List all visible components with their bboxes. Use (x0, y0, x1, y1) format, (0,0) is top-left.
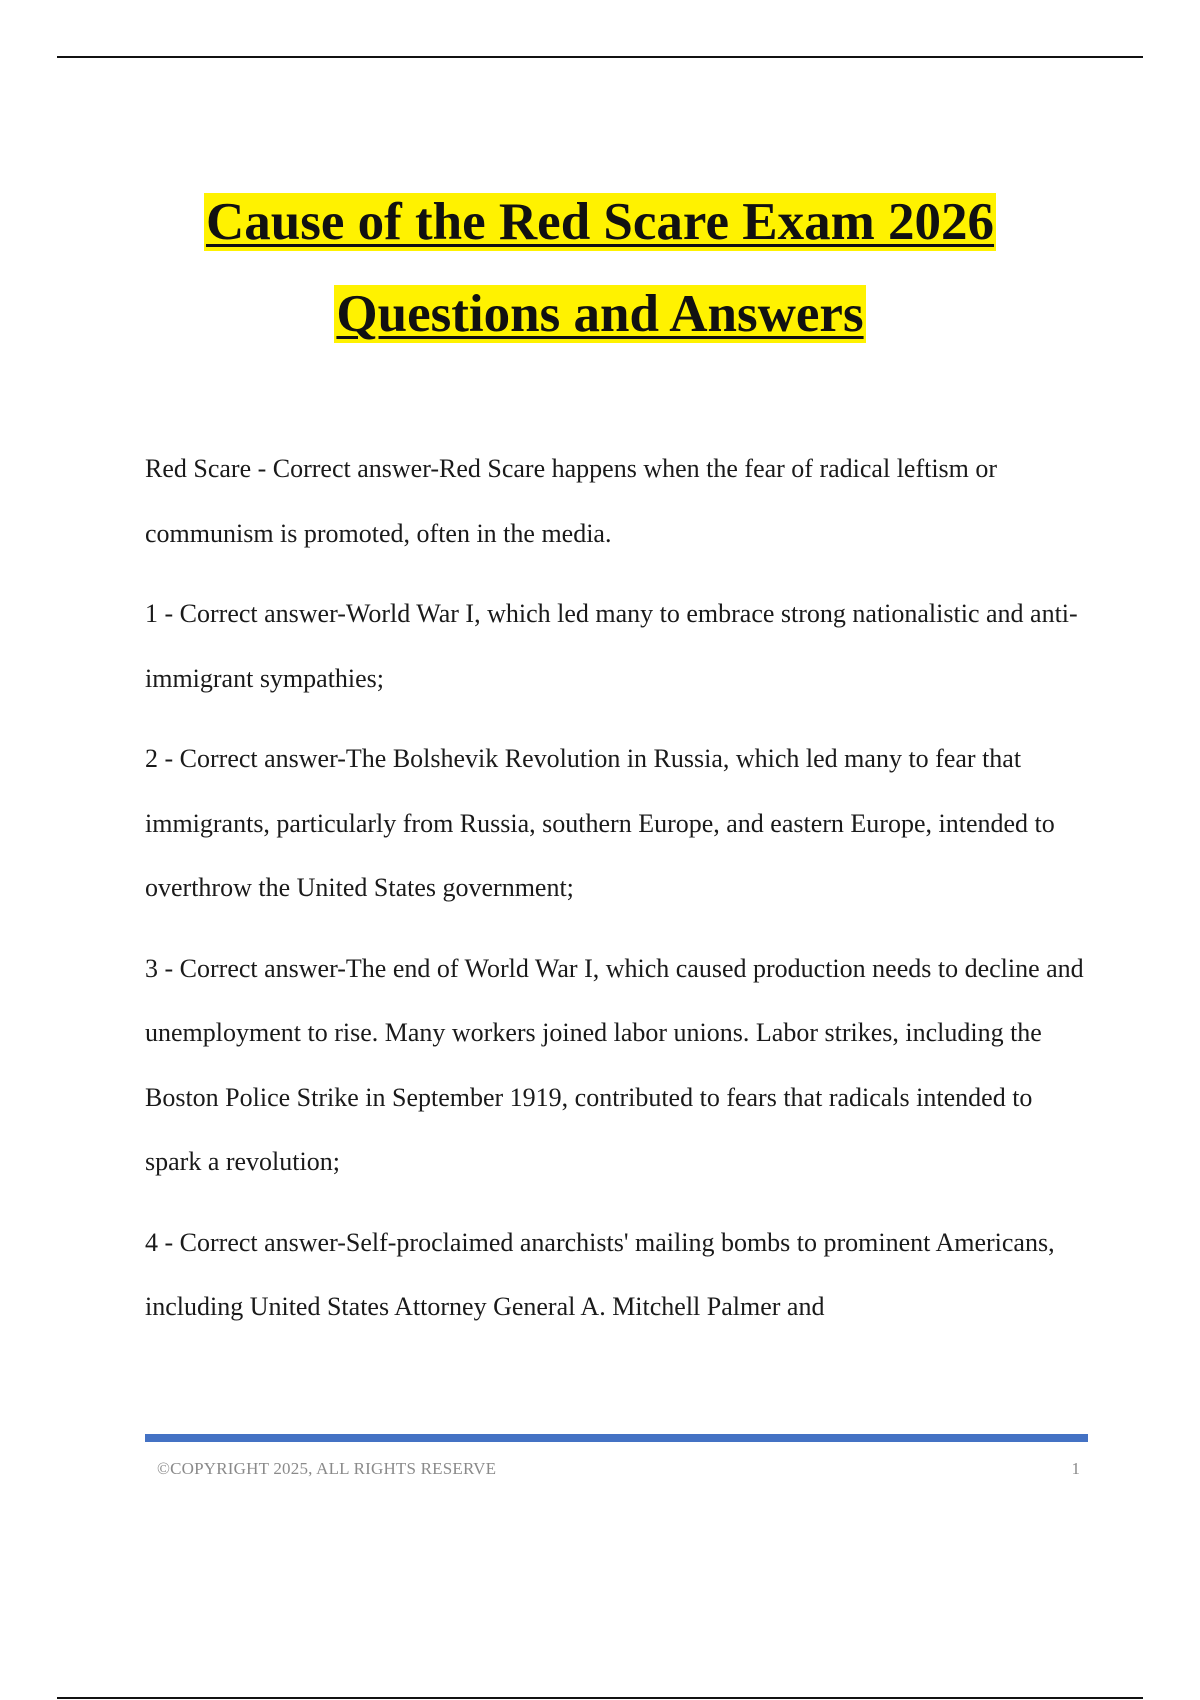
qa-entry-1: 1 - Correct answer-World War I, which led many to embrace strong nationalistic and anti-immigrant sympathies; (145, 599, 1078, 693)
page-number: 1 (1071, 1459, 1080, 1478)
title-text-2: Questions and Answers (336, 285, 864, 343)
document-title (0, 176, 1200, 360)
footer-copyright: ©COPYRIGHT 2025, ALL RIGHTS RESERVE (157, 1459, 497, 1478)
qa-entry-red-scare: Red Scare - Correct answer-Red Scare happens when the fear of radical leftism or communism is promoted, often in the media. (145, 454, 998, 548)
qa-list (145, 437, 1085, 1356)
qa-entry-4: 4 - Correct answer-Self-proclaimed anarchists' mailing bombs to prominent Americans, including United States Attorney General A. Mitchell Palmer and (145, 1227, 1055, 1321)
title-text-1: Cause of the Red Scare Exam 2026 (205, 193, 995, 251)
qa-entry-3: 3 - Correct answer-The end of World War I, which caused production needs to decline and unemployment to rise. Many workers joined labor unions. Labor strikes, including the Boston Police Strike in September 1919, contributed to fears that radicals intended to spark a revolution; (145, 953, 1084, 1176)
bottom-rule (57, 1697, 1143, 1699)
footer-bar (145, 1434, 1088, 1442)
qa-entry-2: 2 - Correct answer-The Bolshevik Revolution in Russia, which led many to fear that immigrants, particularly from Russia, southern Europe, and eastern Europe, intended to overthrow the United States government; (145, 744, 1055, 902)
title-line-2 (0, 268, 1200, 360)
top-rule (57, 56, 1143, 58)
title-line-1 (0, 176, 1200, 268)
